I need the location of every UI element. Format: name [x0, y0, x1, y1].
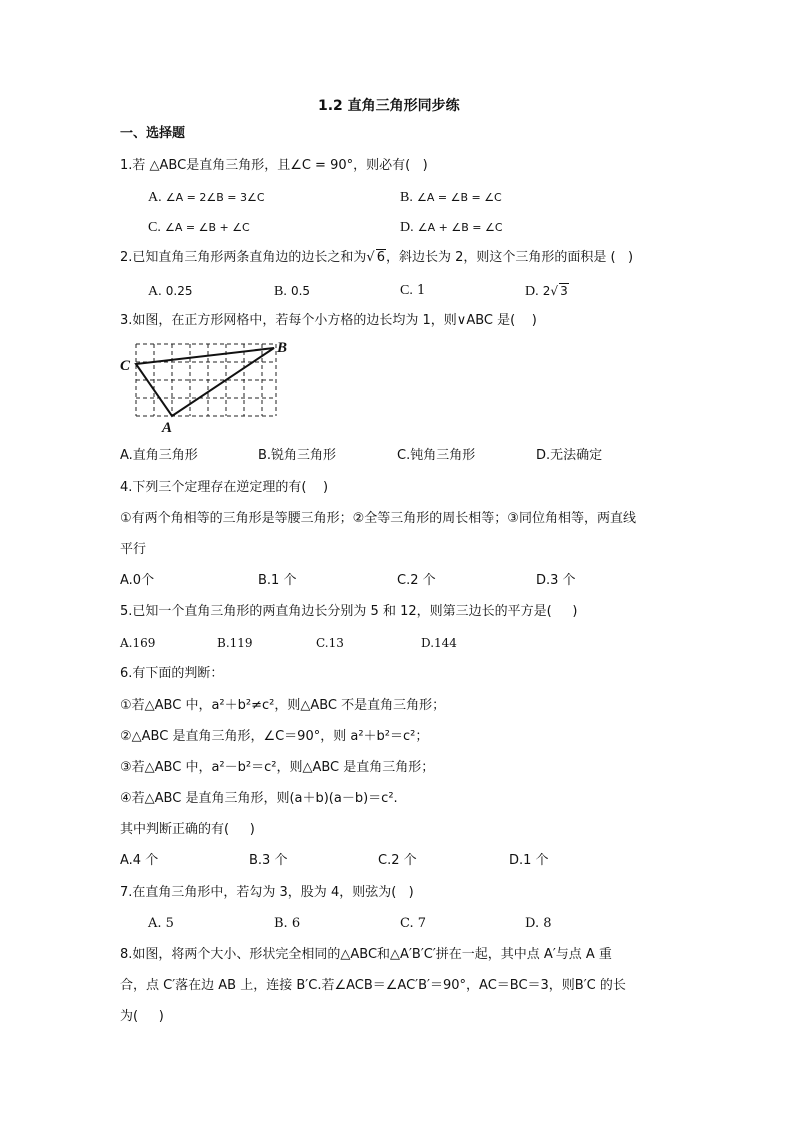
q3-label-c: C [120, 358, 131, 374]
q4-statements-line2: 平行 [120, 542, 147, 557]
q1-option-c-text: ∠A = ∠B + ∠C [164, 221, 250, 234]
q2-option-d-coef: 2 [542, 284, 551, 298]
q2-sqrt-three: √ 3 [550, 284, 568, 298]
q2-option-c-letter: C. [400, 283, 413, 298]
q3-option-b[interactable]: B.锐角三角形 [258, 448, 337, 463]
q2-stem-pre: 2.已知直角三角形两条直角边的边长之和为 [120, 250, 367, 265]
q1-option-b[interactable] [400, 190, 502, 206]
q5-stem: 5.已知一个直角三角形的两直角边长分别为 5 和 12，则第三边长的平方是( ) [120, 604, 578, 619]
q6-statement-2: ②△ABC 是直角三角形，∠C＝90°，则 a²＋b²＝c²； [120, 729, 429, 744]
q3-stem: 3.如图，在正方形网格中，若每个小方格的边长均为 1，则∨ABC 是( ) [120, 313, 537, 328]
q5-option-a[interactable]: A.169 [120, 636, 156, 650]
q7-option-d[interactable]: D. 8 [525, 916, 552, 931]
q4-option-b[interactable]: B.1 个 [258, 573, 297, 588]
q2-option-d[interactable] [525, 283, 569, 300]
q3-option-c[interactable]: C.钝角三角形 [397, 448, 476, 463]
q1-option-a-text: ∠A = 2∠B = 3∠C [165, 191, 265, 204]
section-heading: 一、选择题 [120, 126, 186, 141]
q6-statement-4: ④若△ABC 是直角三角形，则(a＋b)(a－b)＝c². [120, 791, 398, 806]
q4-option-d[interactable]: D.3 个 [536, 573, 576, 588]
q2-option-d-text [543, 284, 569, 298]
q5-option-c[interactable]: C.13 [316, 636, 344, 650]
q3-triangle-abc [136, 348, 274, 416]
q2-sqrt-six: √ 6 [366, 250, 385, 265]
q2-radicand: 6 [376, 250, 385, 265]
q3-option-d[interactable]: D.无法确定 [536, 448, 603, 463]
q2-option-a[interactable] [148, 283, 192, 300]
q6-statement-1: ①若△ABC 中，a²＋b²≠c²，则△ABC 不是直角三角形； [120, 698, 446, 713]
q3-dashed-grid [136, 344, 276, 416]
q3-label-b: B [277, 340, 288, 356]
q2-option-d-letter: D. [525, 284, 539, 299]
q4-option-a[interactable]: A.0个 [120, 573, 155, 588]
q1-option-c-letter: C. [148, 220, 161, 235]
q8-stem-line2: 合，点 C′落在边 AB 上，连接 B′C.若∠ACB＝∠AC′B′＝90°，AC＝BC＝3，则B′C 的长 [120, 978, 626, 993]
q4-stem: 4.下列三个定理存在逆定理的有( ) [120, 480, 329, 495]
q3-option-a[interactable]: A.直角三角形 [120, 448, 198, 463]
q6-option-a[interactable]: A.4 个 [120, 853, 159, 868]
q2-stem-post: ，斜边长为 2，则这个三角形的面积是 ( ) [385, 250, 634, 265]
q7-option-b[interactable]: B. 6 [274, 916, 301, 931]
q2-option-a-letter: A. [148, 284, 162, 299]
q1-option-a[interactable] [148, 190, 265, 206]
q7-stem: 7.在直角三角形中，若勾为 3，股为 4，则弦为( ) [120, 885, 414, 900]
q2-option-c[interactable] [400, 283, 425, 299]
q5-option-d[interactable]: D.144 [421, 636, 457, 650]
q4-statements-line1: ①有两个角相等的三角形是等腰三角形；②全等三角形的周长相等；③同位角相等，两直线 [120, 511, 636, 526]
q1-option-b-letter: B. [400, 190, 413, 205]
q2-option-d-radicand: 3 [560, 284, 568, 298]
q1-option-a-letter: A. [148, 190, 162, 205]
q2-option-b-text: 0.5 [290, 284, 311, 298]
q6-question: 其中判断正确的有( ) [120, 822, 255, 837]
q2-stem [120, 250, 633, 266]
q6-option-d[interactable]: D.1 个 [509, 853, 549, 868]
page-title: 1.2 直角三角形同步练 [318, 98, 460, 114]
q1-option-c[interactable] [148, 220, 250, 236]
q1-option-d[interactable] [400, 220, 503, 236]
q7-option-c[interactable]: C. 7 [400, 916, 427, 931]
q2-option-b-letter: B. [274, 284, 287, 299]
q5-option-b[interactable]: B.119 [217, 636, 253, 650]
q6-stem: 6.有下面的判断： [120, 666, 224, 681]
q3-label-a: A [162, 420, 173, 436]
q6-option-b[interactable]: B.3 个 [249, 853, 288, 868]
q1-stem: 1.若 △ABC是直角三角形，且∠C = 90°，则必有( ) [120, 158, 428, 173]
q2-option-a-text: 0.25 [165, 284, 193, 298]
q2-option-b[interactable] [274, 283, 310, 300]
q7-option-a[interactable]: A. 5 [148, 916, 174, 931]
q8-stem-line1: 8.如图，将两个大小、形状完全相同的△ABC和△A′B′C′拼在一起，其中点 A′与点 A 重 [120, 947, 612, 962]
q3-grid-figure [112, 336, 292, 436]
q1-option-d-letter: D. [400, 220, 414, 235]
q8-stem-line3: 为( ) [120, 1009, 164, 1024]
q6-option-c[interactable]: C.2 个 [378, 853, 417, 868]
q1-option-d-text: ∠A + ∠B = ∠C [417, 221, 503, 234]
q4-option-c[interactable]: C.2 个 [397, 573, 436, 588]
q1-option-b-text: ∠A = ∠B = ∠C [416, 191, 502, 204]
q6-statement-3: ③若△ABC 中，a²－b²＝c²，则△ABC 是直角三角形； [120, 760, 435, 775]
q2-option-c-text: 1 [416, 283, 426, 298]
